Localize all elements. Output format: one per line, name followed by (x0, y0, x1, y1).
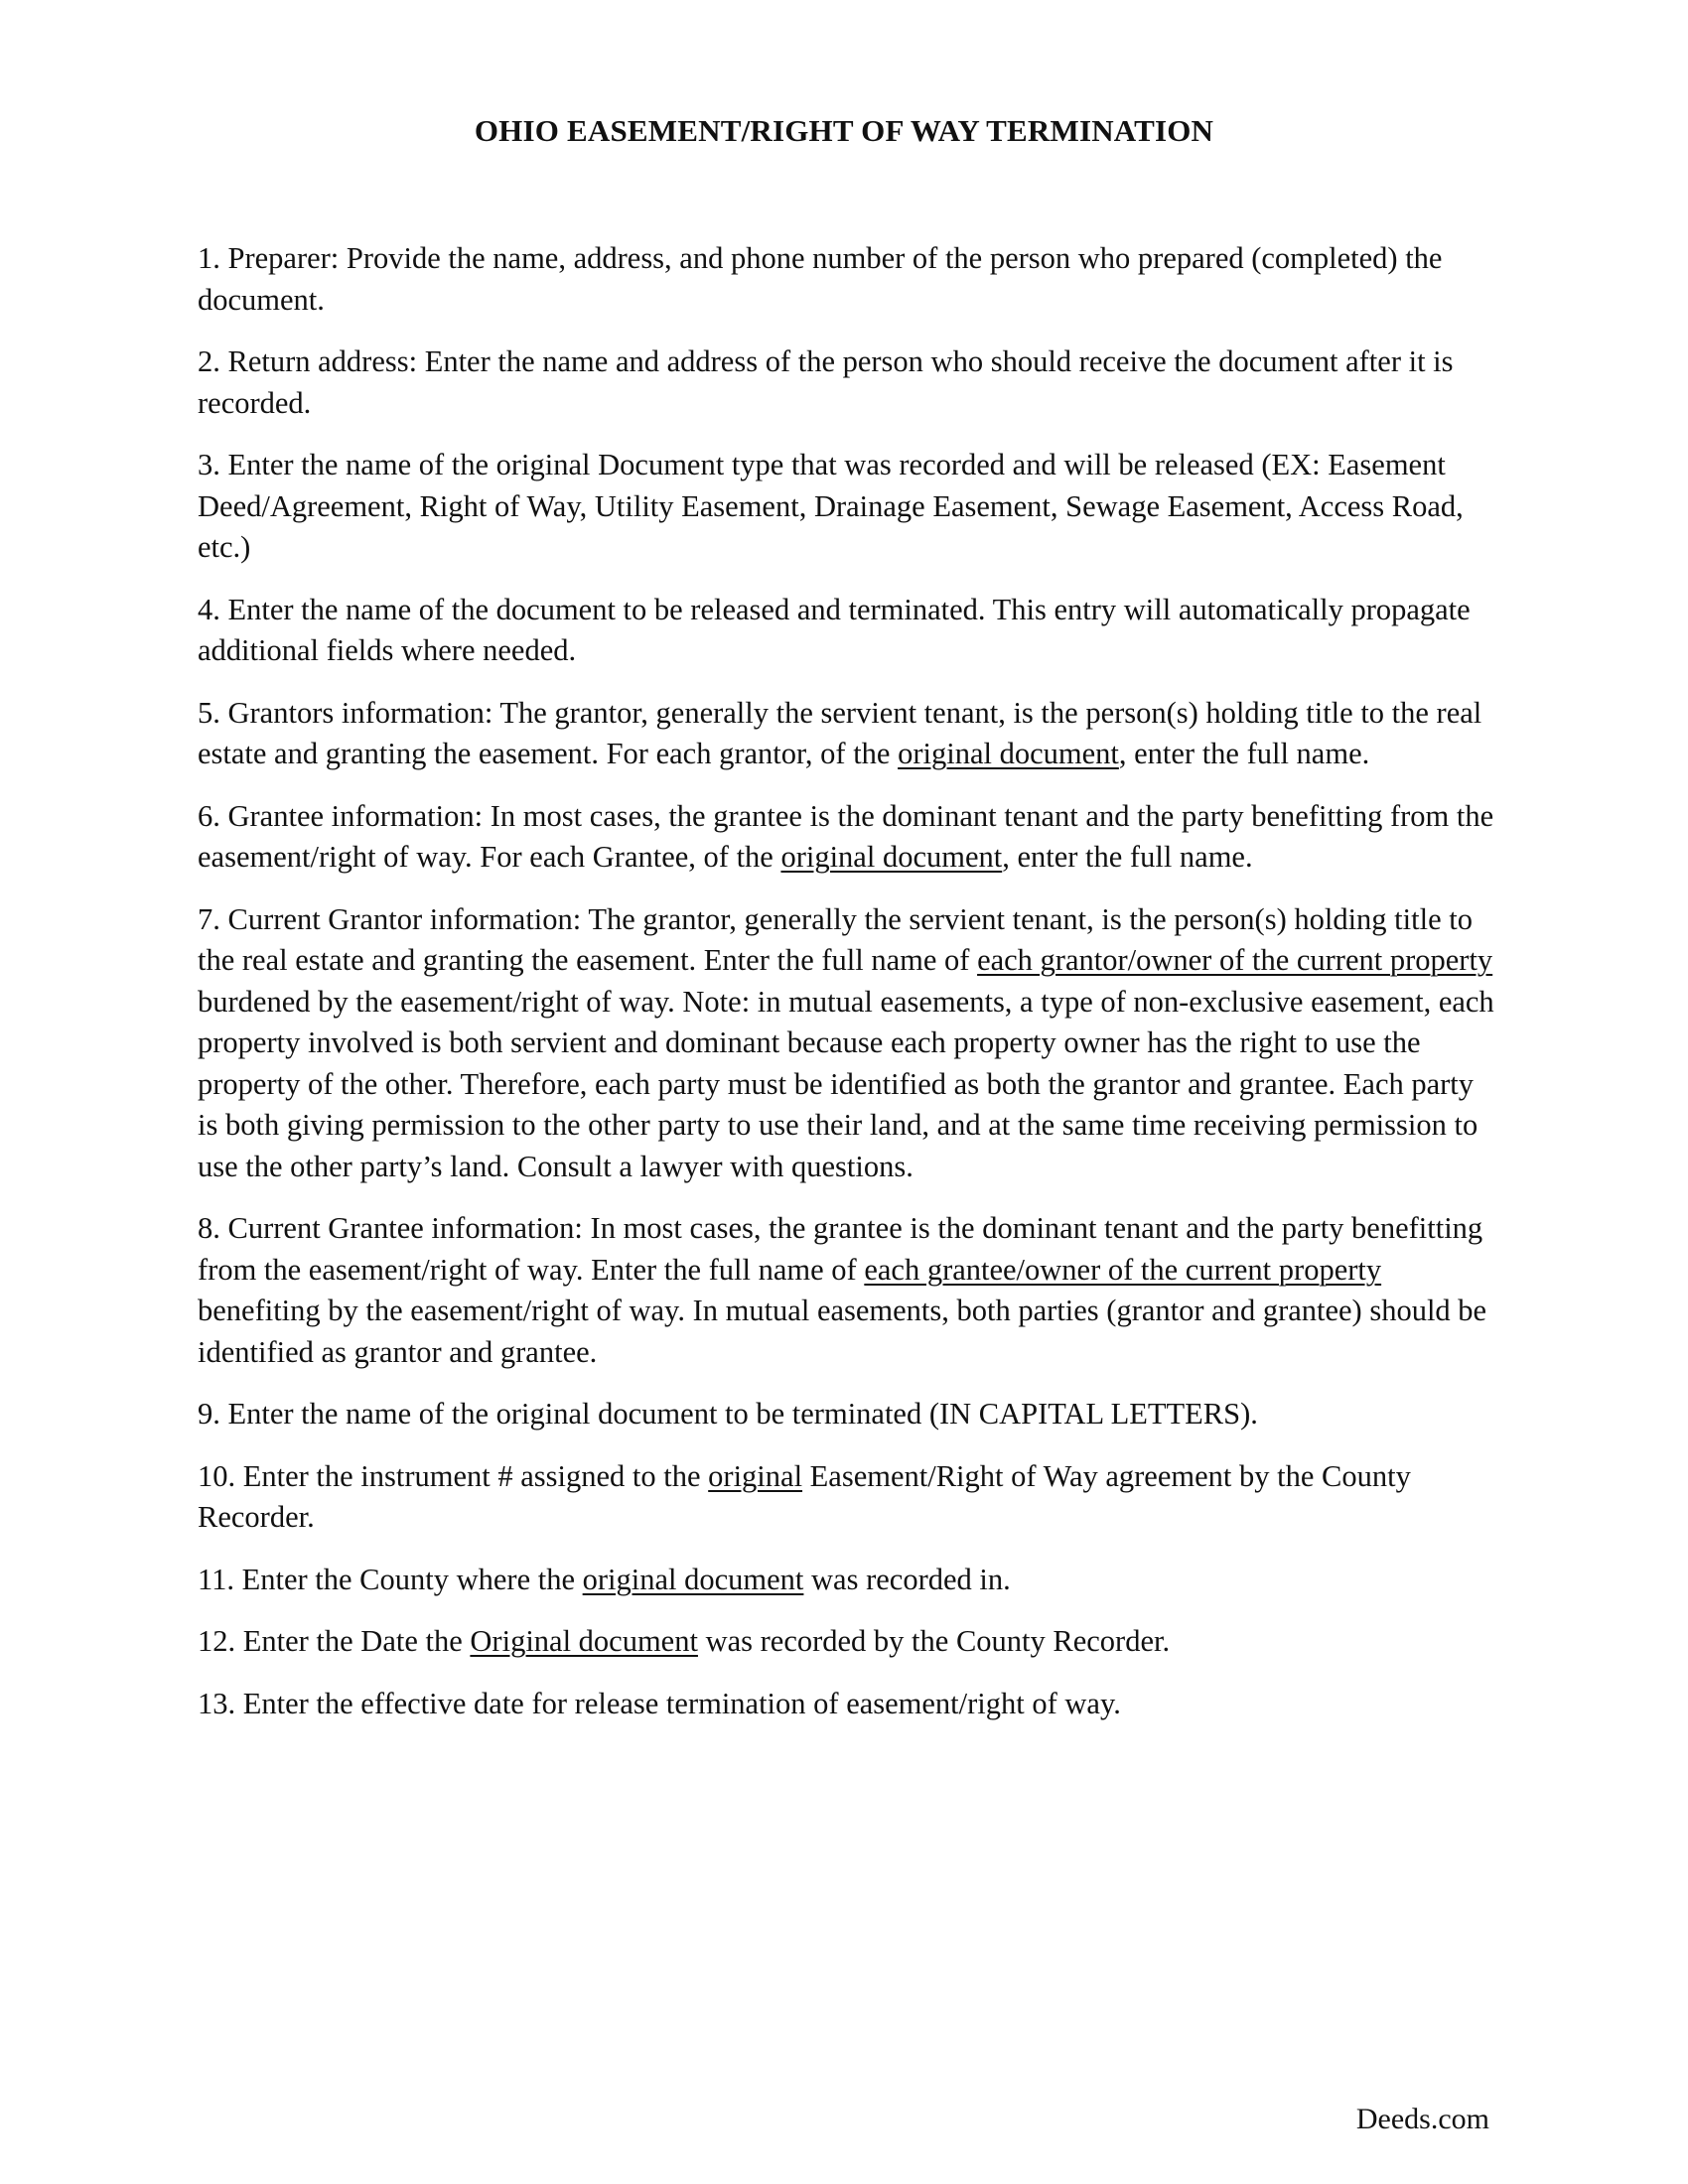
instruction-item-12: 12. Enter the Date the Original document was recorded by the County Recorder. (198, 1624, 1171, 1658)
instruction-item-11: 11. Enter the County where the original document was recorded in. (198, 1562, 1011, 1596)
instruction-item-10: 10. Enter the instrument # assigned to the original Easement/Right of Way agreement by the County Recorder. (198, 1458, 1411, 1534)
instruction-item-13: 13. Enter the effective date for release termination of easement/right of way. (198, 1686, 1121, 1720)
instruction-item-7: 7. Current Grantor information: The grantor, generally the servient tenant, is the person(s) holding title to the real estate and granting the easement. Enter the full name of each grantor/owner of the current property burdened by the easement/right of way. Note: in mutual easements, a type of non-exclusive easement, each property involved is both servient and dominant because each property owner has the right to use the property of the other. Therefore, each party must be identified as both the grantor and grantee. Each party is both giving permission to the other party to use their land, and at the same time receiving permission to use the other party’s land. Consult a lawyer with questions. (198, 901, 1494, 1183)
instruction-item-1: 1. Preparer: Provide the name, address, and phone number of the person who prepared (completed) the document. (198, 241, 1443, 317)
instruction-item-6: 6. Grantee information: In most cases, the grantee is the dominant tenant and the party benefitting from the easement/right of way. For each Grantee, of the original document, enter the full name. (198, 798, 1494, 874)
instruction-list (198, 238, 1498, 1745)
underlined-term: Original document (470, 1624, 698, 1658)
instruction-item-5: 5. Grantors information: The grantor, generally the servient tenant, is the person(s) holding title to the real estate and granting the easement. For each grantor, of the original document, enter the full name. (198, 695, 1482, 770)
instruction-item-4: 4. Enter the name of the document to be released and terminated. This entry will automatically propagate additional fields where needed. (198, 592, 1471, 667)
underlined-term: original document (780, 840, 1003, 874)
underlined-term: each grantee/owner of the current property (864, 1252, 1382, 1287)
underlined-term: original document (898, 737, 1119, 770)
underlined-term: original (708, 1458, 803, 1493)
underlined-term: each grantor/owner of the current property (977, 943, 1493, 977)
instruction-item-9: 9. Enter the name of the original document to be terminated (IN CAPITAL LETTERS). (198, 1397, 1258, 1431)
document-title: OHIO EASEMENT/RIGHT OF WAY TERMINATION (474, 113, 1214, 148)
underlined-term: original document (582, 1562, 804, 1596)
footer-brand: Deeds.com (1355, 2103, 1489, 2135)
instruction-item-2: 2. Return address: Enter the name and address of the person who should receive the document after it is recorded. (198, 344, 1454, 420)
instruction-item-3: 3. Enter the name of the original Document type that was recorded and will be released (EX: Easement Deed/Agreement, Right of Way, Utility Easement, Drainage Easement, Sewage Easement, Access Road, etc.) (198, 448, 1464, 564)
instruction-item-8: 8. Current Grantee information: In most cases, the grantee is the dominant tenant and the party benefitting from the easement/right of way. Enter the full name of each grantee/owner of the current property benefiting by the easement/right of way. In mutual easements, both parties (grantor and grantee) should be identified as grantor and grantee. (198, 1211, 1487, 1369)
